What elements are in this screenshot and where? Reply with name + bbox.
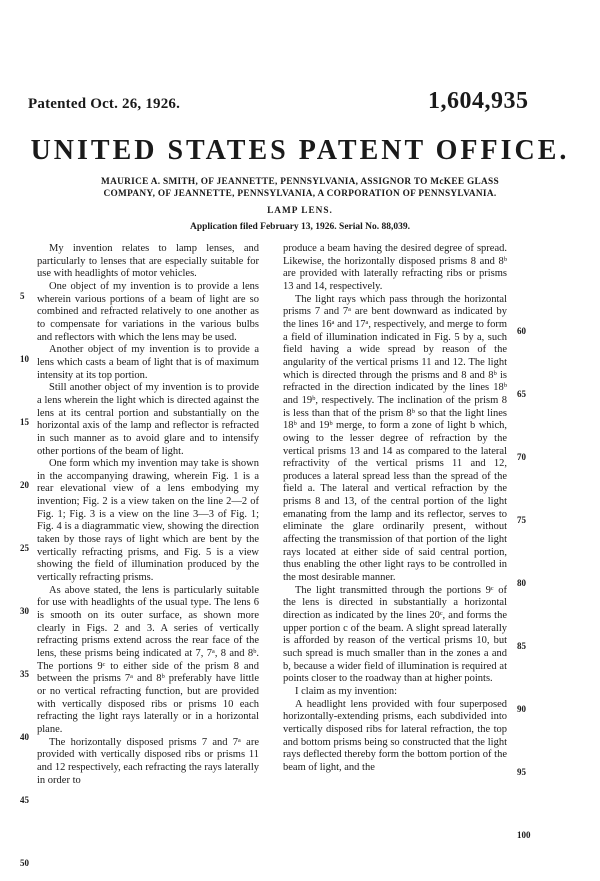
line-number: 20 <box>20 480 29 490</box>
line-number: 25 <box>20 543 29 553</box>
patent-date: Patented Oct. 26, 1926. <box>28 96 181 112</box>
paragraph: As above stated, the lens is particularly suitable for use with headlights of the usual type. The lens 6 is smooth on its outer surface, as shown more clearly in Figs. 2 and 3. A series of vertically refracting prisms extend across the rear face of the lens, these prisms being indicated at 7, 7ᵃ, 8 and 8ᵇ. The portions 9ᶜ to either side of the prism 8 and between the prisms 7ᵃ and 8ᵇ preferably have little or no vertical refracting function, but are provided with vertically disposed ribs or prisms 10 each refracting the light rays laterally or in a horizontal plane. <box>37 584 259 735</box>
line-number: 15 <box>20 417 29 427</box>
patent-number: 1,604,935 <box>428 88 529 114</box>
paragraph: Still another object of my invention is to provide a lens wherein the light which is directed against the lens at its central portion and substantially on the horizontal axis of the lamp and reflector is refracted in such manner as to avoid glare and to intensify other portions of the beam of light. <box>37 382 259 457</box>
left-column <box>37 243 259 787</box>
office-title: UNITED STATES PATENT OFFICE. <box>30 135 570 166</box>
paragraph: The light rays which pass through the horizontal prisms 7 and 7ᵃ are bent downward as indicated by the lines 16ᵃ and 17ᵃ, respectively, and merge to form a field of illumination indicated in Fig. 5 by a, such field having a wide spread by reason of the angularity of the vertical prisms 11 and 12. The light which is directed through the prisms and 8 and 8ᵇ is refracted in the direction indicated by the lines 18ᵇ and 19ᵇ, respectively. The inclination of the prism 8 is less than that of the prism 8ᵇ so that the light lines 18ᵇ and 19ᵇ merge, to form a zone of light b which, owing to the lesser degree of refraction by the vertical prisms 13 and 14 as compared to the lateral refractivity of the vertical prisms 11 and 12, produces a lateral spread less than the spread of the field a. The lateral and vertical refraction by the prisms 8 and 13, of the central portion of the light emanating from the lamp and its reflector, serves to eliminate the glare ordinarily present, without affecting the transmission of that portion of the light rays located at either side of said central portion, thus enabling the other light rays to be controlled in the most desirable manner. <box>283 293 507 584</box>
line-number: 80 <box>517 578 526 588</box>
claim-heading: I claim as my invention: <box>295 685 398 697</box>
paragraph: One object of my invention is to provide a lens wherein various portions of a beam of light are so combined and refracted relatively to one another as to compensate for variations in the various bulbs and reflectors with which the lens may be used. <box>37 280 259 343</box>
invention-title: LAMP LENS. <box>267 206 333 216</box>
application-line: Application filed February 13, 1926. Serial No. 88,039. <box>189 222 411 232</box>
paragraph: The horizontally disposed prisms 7 and 7ᵃ are provided with vertically disposed ribs or prisms 11 and 12 respectively, each refracting the rays laterally in order to <box>37 736 259 786</box>
line-number: 5 <box>20 291 25 301</box>
paragraph: Another object of my invention is to provide a lens which casts a beam of light that is of maximum intensity at its top portion. <box>37 344 259 381</box>
line-number: 65 <box>517 389 526 399</box>
line-number: 90 <box>517 704 526 714</box>
paragraph: The light transmitted through the portions 9ᶜ of the lens is directed in substantially a horizontal direction as indicated by the lines 20ᶜ, and forms the upper portion c of the beam. A slight spread laterally is afforded by reason of the vertical prisms 10, but such spread is much smaller than in the zones a and b, because a wider field of illumination is required at points closer to the roadway than at higher points. <box>283 584 507 685</box>
assignment-line-2: COMPANY, OF JEANNETTE, PENNSYLVANIA, A CORPORATION OF PENNSYLVANIA. <box>103 189 497 199</box>
claim-text: A headlight lens provided with four superposed horizontally-extending prisms, each subdivided into vertically disposed ribs for lateral refraction, the top and bottom prisms being so constructed that the light rays deflected thereby form the bottom portion of the beam of light, and the <box>283 698 507 773</box>
line-number: 45 <box>20 795 29 805</box>
assignment-line-1: MAURICE A. SMITH, OF JEANNETTE, PENNSYLVANIA, ASSIGNOR TO McKEE GLASS <box>101 177 499 187</box>
line-number: 10 <box>20 354 29 364</box>
line-number: 75 <box>517 515 526 525</box>
line-number: 40 <box>20 732 29 742</box>
line-number: 35 <box>20 669 29 679</box>
paragraph: produce a beam having the desired degree of spread. Likewise, the horizontally disposed prisms 8 and 8ᵇ are provided with laterally refracting ribs or prisms 13 and 14, respectively. <box>283 243 507 292</box>
paragraph: One form which my invention may take is shown in the accompanying drawing, wherein Fig. 1 is a rear elevational view of a lens embodying my invention; Fig. 2 is a view taken on the line 2—2 of Fig. 1; Fig. 3 is a view on the line 3—3 of Fig. 1; Fig. 4 is a diagrammatic view, showing the direction taken by those rays of light which are bent by the vertically refracting prisms, and Fig. 5 is a view showing the field of illumination produced by the vertically refracting prisms. <box>37 458 259 584</box>
assignment-block <box>20 176 580 200</box>
paragraph: My invention relates to lamp lenses, and particularly to lenses that are especially suitable for use with headlights of motor vehicles. <box>37 243 259 280</box>
right-column <box>283 243 507 775</box>
line-number: 70 <box>517 452 526 462</box>
line-number: 95 <box>517 767 526 777</box>
line-number: 100 <box>517 830 531 840</box>
line-number: 85 <box>517 641 526 651</box>
line-number: 60 <box>517 326 526 336</box>
line-number: 50 <box>20 858 29 868</box>
line-number: 30 <box>20 606 29 616</box>
